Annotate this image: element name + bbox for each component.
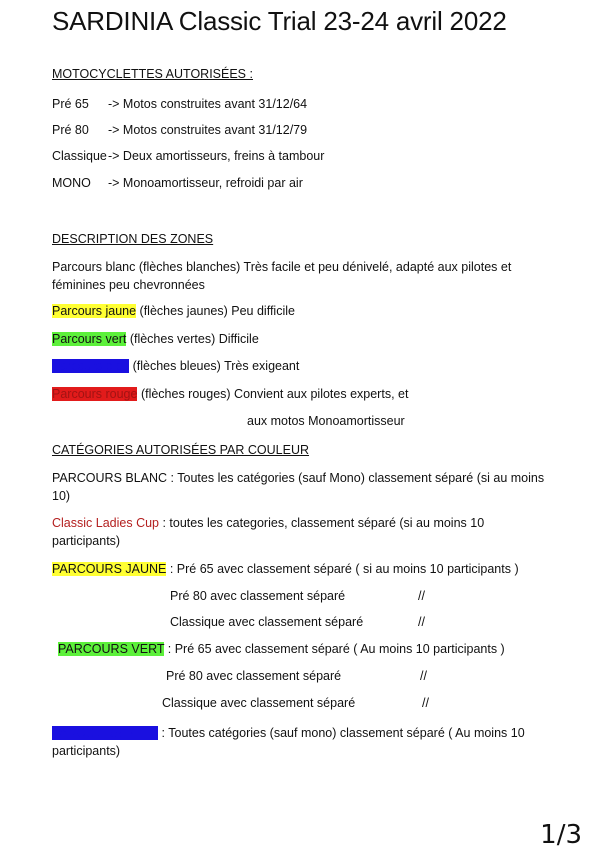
category-jaune-line-3: Classique avec classement séparé: [170, 615, 364, 629]
moto-name-mono: MONO: [52, 176, 91, 190]
ditto-mark: //: [418, 615, 425, 629]
category-vert: [58, 641, 505, 657]
category-vert-line-3: Classique avec classement séparé: [162, 696, 356, 710]
zone-bleu: [52, 358, 299, 374]
category-vert-line-2: Pré 80 avec classement séparé: [166, 669, 342, 683]
moto-name-classique: Classique: [52, 149, 107, 163]
category-jaune: [52, 561, 519, 577]
document-title: SARDINIA Classic Trial 23-24 avril 2022: [52, 6, 507, 36]
categories-heading: CATÉGORIES AUTORISÉES PAR COULEUR: [52, 443, 310, 457]
zone-jaune-desc: (flèches jaunes) Peu difficile: [136, 304, 295, 318]
zone-rouge-continuation: aux motos Monoamortisseur: [247, 414, 405, 428]
zone-rouge-desc: (flèches rouges) Convient aux pilotes experts, et: [137, 387, 409, 401]
zone-vert-desc: (flèches vertes) Difficile: [126, 332, 259, 346]
zone-blanc-desc: (flèches blanches) Très facile et peu dénivelé, adapté aux pilotes et féminines peu chevronnées: [52, 260, 512, 292]
zone-jaune-label: Parcours jaune: [52, 304, 137, 318]
zones-heading: DESCRIPTION DES ZONES: [52, 232, 214, 246]
zone-bleu-desc: (flèches bleues) Très exigeant: [129, 359, 300, 373]
category-jaune-line-1: : Pré 65 avec classement séparé ( si au moins 10 participants ): [166, 562, 519, 576]
page-number: 1/3: [540, 820, 582, 850]
category-vert-label: PARCOURS VERT: [58, 642, 165, 656]
category-bleu: [52, 724, 552, 760]
moto-desc-mono: -> Monoamortisseur, refroidi par air: [108, 176, 303, 190]
zone-rouge: [52, 386, 408, 402]
zone-bleu-label: Parcours bleu: [52, 359, 130, 373]
moto-desc-pre65: -> Motos construites avant 31/12/64: [108, 97, 308, 111]
category-blanc: PARCOURS BLANC : Toutes les catégories (sauf Mono) classement séparé (si au moins 10): [52, 471, 545, 503]
zone-rouge-label: Parcours rouge: [52, 387, 138, 401]
moto-desc-classique: -> Deux amortisseurs, freins à tambour: [108, 149, 325, 163]
category-jaune-line-2: Pré 80 avec classement séparé: [170, 589, 346, 603]
moto-desc-pre80: -> Motos construites avant 31/12/79: [108, 123, 308, 137]
category-bleu-desc: : Toutes catégories (sauf mono) classement séparé ( Au moins 10 participants): [52, 726, 525, 758]
zone-jaune: [52, 303, 295, 319]
ditto-mark: //: [422, 696, 429, 710]
ditto-mark: //: [418, 589, 425, 603]
zone-vert: [52, 331, 259, 347]
zone-blanc-label: Parcours blanc: [52, 260, 136, 274]
category-jaune-label: PARCOURS JAUNE: [52, 562, 167, 576]
motos-heading: MOTOCYCLETTES AUTORISÉES :: [52, 67, 253, 81]
zone-vert-label: Parcours vert: [52, 332, 127, 346]
category-vert-line-1: : Pré 65 avec classement séparé ( Au moins 10 participants ): [164, 642, 505, 656]
ditto-mark: //: [420, 669, 427, 683]
moto-name-pre80: Pré 80: [52, 123, 89, 137]
zone-blanc: [52, 258, 552, 294]
ladies-cup-desc: : toutes les categories, classement séparé (si au moins 10 participants): [52, 516, 485, 548]
ladies-cup-label: Classic Ladies Cup: [52, 516, 159, 530]
category-bleu-label: PARCOURS BLEU: [52, 726, 159, 740]
moto-name-pre65: Pré 65: [52, 97, 89, 111]
category-ladies: [52, 514, 552, 550]
